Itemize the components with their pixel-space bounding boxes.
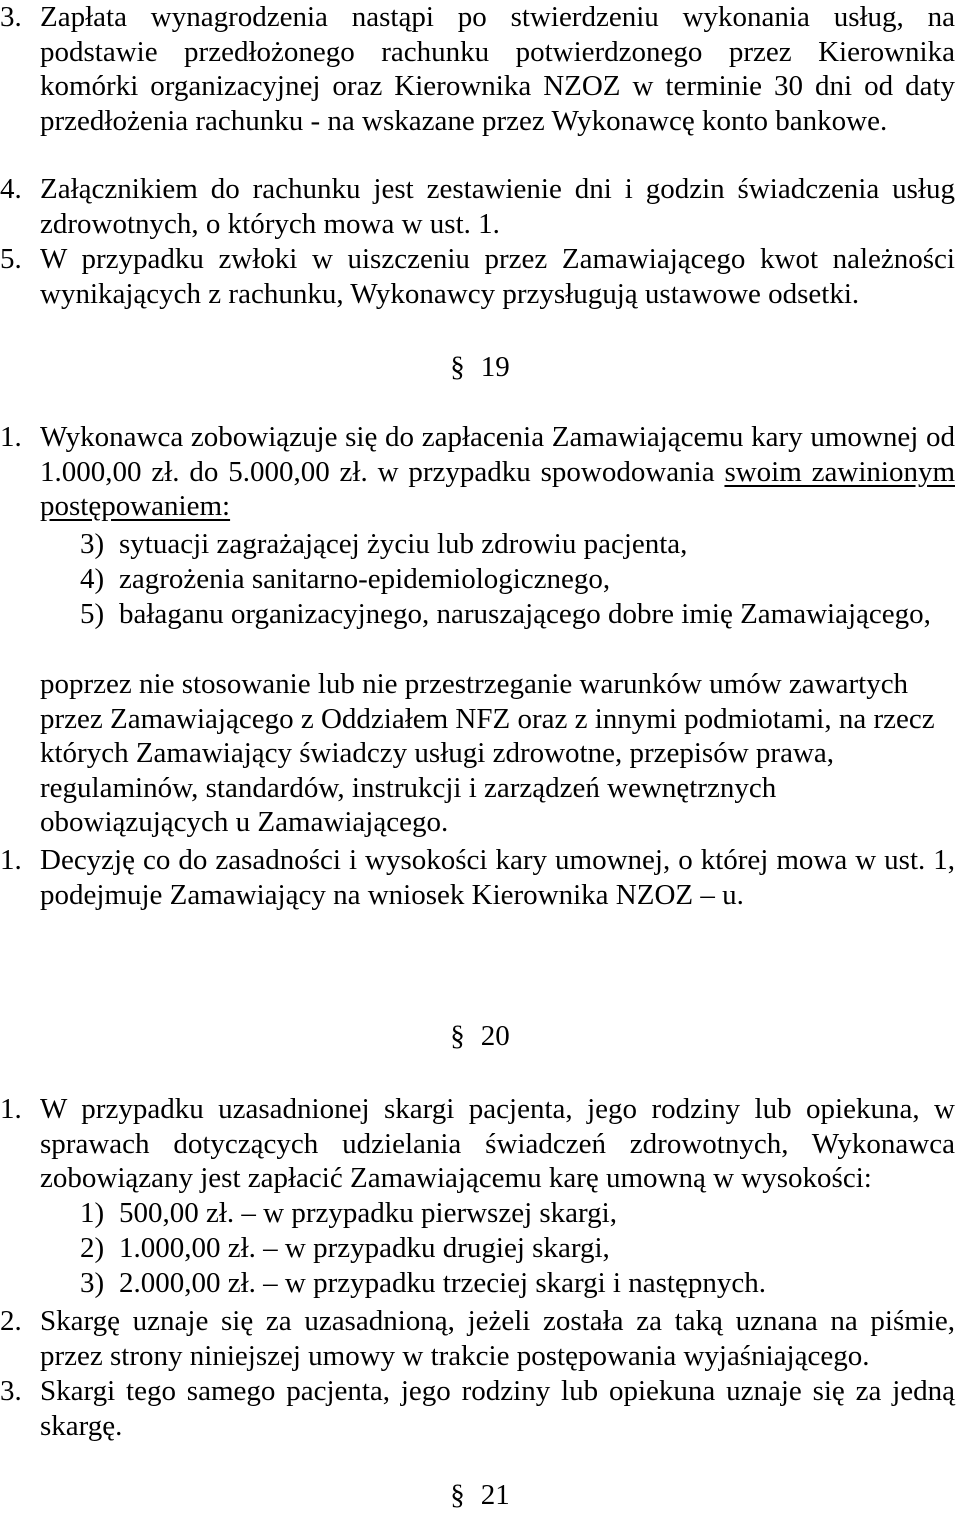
item-number: 4. (0, 173, 22, 205)
item-number: 3. (0, 1375, 22, 1407)
sub-item-number: 4) (80, 563, 105, 595)
sub-item-text: sytuacji zagrażającej życiu lub zdrowiu pacjenta, (119, 528, 688, 560)
item-number: 1. (0, 421, 22, 453)
sub-item-text: 2.000,00 zł. – w przypadku trzeciej skargi i następnych. (119, 1267, 766, 1299)
item-number: 1. (0, 1093, 22, 1125)
item-number: 3. (0, 1, 22, 33)
sub-item-text: zagrożenia sanitarno-epidemiologicznego, (119, 563, 611, 595)
item-number: 1. (0, 844, 22, 876)
section-heading-19 (0, 350, 960, 385)
item-text: Załącznikiem do rachunku jest zestawienie dni i godzin świadczenia usług zdrowotnych, o których mowa w ust. 1. (40, 173, 955, 240)
sub-item-number: 2) (80, 1232, 105, 1264)
item-text: Decyzję co do zasadności i wysokości kary umownej, o której mowa w ust. 1, podejmuje Zamawiający na wniosek Kierownika NZOZ – u. (40, 844, 955, 911)
sub-list-item (80, 597, 960, 667)
sub-list-item (80, 562, 960, 597)
sub-item-text: 1.000,00 zł. – w przypadku drugiej skargi, (119, 1232, 610, 1264)
list-item (0, 843, 955, 913)
list-item (0, 242, 955, 312)
sub-item-text: 500,00 zł. – w przypadku pierwszej skargi, (119, 1197, 617, 1229)
sub-item-number: 5) (80, 598, 105, 630)
item-text: Zapłata wynagrodzenia nastąpi po stwierdzeniu wykonania usług, na podstawie przedłożonego rachunku potwierdzonego przez Kierownika komórki organizacyjnej oraz Kierownika NZOZ w terminie 30 dni od daty przedłożenia rachunku - na wskazane przez Wykonawcę konto bankowe. (40, 1, 955, 137)
sub-item-number: 3) (80, 528, 105, 560)
list-item (0, 1304, 955, 1374)
section-heading-20 (0, 1019, 960, 1054)
sub-list-item (80, 1196, 960, 1231)
list-item (0, 420, 955, 524)
item-number: 5. (0, 243, 22, 275)
underlined-text: swoim zawinionym postępowaniem: (40, 455, 955, 522)
item-text: W przypadku uzasadnionej skargi pacjenta, jego rodziny lub opiekuna, w sprawach dotyczących udzielania świadczeń zdrowotnych, Wykonawca zobowiązany jest zapłacić Zamawiającemu karę umowną w wysokości: (40, 1093, 955, 1194)
item-text (40, 420, 955, 524)
item-text: W przypadku zwłoki w uiszczeniu przez Zamawiającego kwot należności wynikających z rachunku, Wykonawcy przysługują ustawowe odsetki. (40, 243, 955, 310)
sub-item-number: 1) (80, 1197, 105, 1229)
sub-item-number: 3) (80, 1267, 105, 1299)
sub-list-item (80, 1231, 960, 1266)
item-text-main: Wykonawca zobowiązuje się do zapłacenia Zamawiającemu kary umownej od 1.000,00 zł. do 5.000,00 zł. w przypadku spowodowania (40, 421, 955, 488)
item-text: Skargę uznaje się za uzasadnioną, jeżeli została za taką uznana na piśmie, przez strony niniejszej umowy w trakcie postępowania wyjaśniającego. (40, 1305, 955, 1372)
section-number: 21 (480, 1479, 510, 1511)
sub-item-text: bałaganu organizacyjnego, naruszającego dobre imię Zamawiającego, (119, 598, 931, 630)
section-sign: § (450, 351, 465, 383)
sub-list-item (80, 1266, 960, 1301)
section-number: 20 (480, 1020, 510, 1052)
paragraph: poprzez nie stosowanie lub nie przestrzeganie warunków umów zawartych przez Zamawiającego z Oddziałem NFZ oraz z innymi podmiotami, na rzecz których Zamawiający świadczy usługi zdrowotne, przepisów prawa, regulaminów, standardów, instrukcji i zarządzeń wewnętrznych obowiązujących u Zamawiającego. (40, 668, 935, 838)
item-text: Skargi tego samego pacjenta, jego rodziny lub opiekuna uznaje się za jedną skargę. (40, 1375, 955, 1442)
list-item (0, 1092, 955, 1196)
list-item (0, 0, 955, 172)
sub-list-item (80, 527, 960, 562)
section-heading-21 (0, 1478, 960, 1513)
item-number: 2. (0, 1305, 22, 1337)
list-item (0, 172, 955, 242)
section-sign: § (450, 1020, 465, 1052)
section-number: 19 (480, 351, 510, 383)
list-item (0, 1374, 955, 1444)
section-sign: § (450, 1479, 465, 1511)
